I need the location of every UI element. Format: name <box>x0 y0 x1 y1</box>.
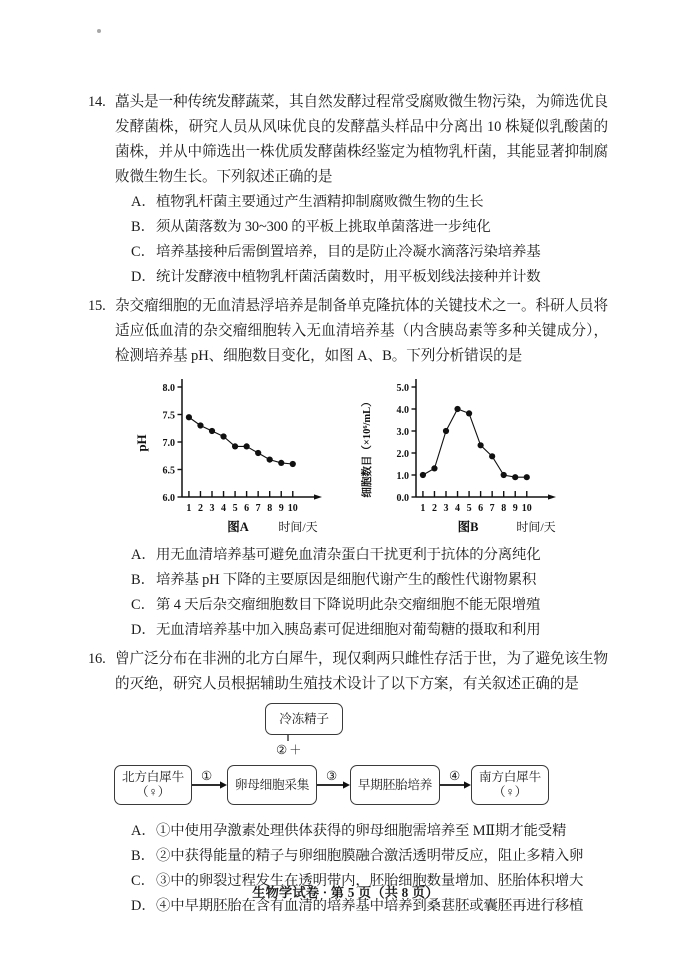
option-letter: A． <box>131 823 156 839</box>
question-number: 14. <box>88 94 106 110</box>
page-footer: 生物学试卷 · 第 5 页（共 8 页） <box>252 885 439 900</box>
figure-b-axes <box>360 379 556 534</box>
flow-step-label-1: ① <box>201 769 213 783</box>
data-point <box>197 422 203 428</box>
y-tick-label: 7.5 <box>162 410 175 422</box>
option-list <box>115 190 608 290</box>
y-tick-label: 3.0 <box>396 427 409 438</box>
data-point <box>278 460 284 466</box>
flow-box-label: 北方白犀牛 <box>122 770 184 784</box>
x-tick-label: 7 <box>489 503 495 514</box>
y-tick-label: 0.0 <box>396 493 409 504</box>
option-a[interactable] <box>115 543 608 568</box>
option-text: 培养基 pH 下降的主要原因是细胞代谢产生的酸性代谢物累积 <box>156 572 537 588</box>
data-point <box>186 414 192 420</box>
option-d[interactable] <box>115 265 608 290</box>
page-content <box>88 90 608 923</box>
flow-step-label-3: ③ <box>326 769 338 783</box>
option-letter: C． <box>131 873 155 889</box>
option-text: ④中早期胚胎在含有血清的培养基中培养到桑葚胚或囊胚再进行移植 <box>156 898 584 914</box>
figure-a-svg <box>130 377 330 535</box>
option-letter: D． <box>131 622 156 638</box>
figure-b-svg <box>356 377 571 535</box>
option-letter: C． <box>131 244 155 260</box>
option-letter: B． <box>131 219 155 235</box>
option-text: 培养基接种后需倒置培养，目的是防止冷凝水滴落污染培养基 <box>156 244 541 260</box>
x-tick-label: 1 <box>186 503 192 514</box>
data-point <box>220 433 226 439</box>
option-letter: D． <box>131 898 156 914</box>
data-point <box>489 453 495 459</box>
flow-box-sublabel: （♀） <box>492 785 528 799</box>
option-text: ②中获得能量的精子与卵细胞膜融合激活透明带反应，阻止多精入卵 <box>156 848 584 864</box>
flow-box-oocyte-collection[interactable] <box>227 765 317 805</box>
option-a[interactable] <box>115 819 608 844</box>
flow-diagram <box>88 703 608 811</box>
option-letter: A． <box>131 194 156 210</box>
x-tick-label: 6 <box>478 503 484 514</box>
flow-box-label: 早期胚胎培养 <box>357 777 433 792</box>
figure-a-axes <box>134 379 322 534</box>
figure-a <box>130 377 330 540</box>
flow-step-label-2 <box>276 743 302 757</box>
y-tick-label: 6.0 <box>162 493 175 504</box>
y-tick-label: 6.5 <box>162 465 175 477</box>
flow-box-frozen-sperm[interactable] <box>265 703 343 735</box>
x-tick-label: 5 <box>466 503 472 514</box>
x-tick-label: 2 <box>431 503 437 514</box>
option-d[interactable] <box>115 618 608 643</box>
flow-box-early-embryo-culture[interactable] <box>350 765 440 805</box>
option-c[interactable] <box>115 240 608 265</box>
question-number: 15. <box>88 298 106 314</box>
y-tick-label: 1.0 <box>396 471 409 482</box>
x-tick-label: 3 <box>209 503 215 514</box>
data-line <box>189 417 293 464</box>
x-tick-label: 4 <box>455 503 461 514</box>
option-text: 用无血清培养基可避免血清杂蛋白干扰更利于抗体的分离纯化 <box>156 547 541 563</box>
question-number: 16. <box>88 651 106 667</box>
x-axis-arrow <box>548 494 556 499</box>
x-tick-label: 10 <box>287 503 298 514</box>
y-axis-label: pH <box>134 434 149 452</box>
question-14 <box>88 90 608 290</box>
figure-b <box>356 377 571 540</box>
option-list <box>115 543 608 643</box>
data-point <box>512 474 518 480</box>
option-text: 须从菌落数为 30~300 的平板上挑取单菌落进一步纯化 <box>156 219 491 235</box>
flow-box-southern-rhino[interactable] <box>471 765 549 805</box>
option-b[interactable] <box>115 844 608 869</box>
data-point <box>466 410 472 416</box>
data-point <box>443 428 449 434</box>
option-a[interactable] <box>115 190 608 215</box>
flow-arrow-head <box>343 781 350 788</box>
flow-step-label-4: ④ <box>449 769 461 783</box>
question-16 <box>88 647 608 919</box>
figure-b-plot <box>420 406 530 480</box>
question-stem: 藠头是一种传统发酵蔬菜，其自然发酵过程常受腐败微生物污染，为筛选优良发酵菌株，研究人员从风味优良的发酵藠头样品中分离出 10 株疑似乳酸菌的菌株，并从中筛选出一株优质发酵菌株经鉴定为植物乳杆菌，其能显著抑制腐败微生物生长。下列叙述正确的是 <box>115 94 608 185</box>
figure-a-plot <box>186 414 296 467</box>
data-point <box>501 472 507 478</box>
option-text: ③中的卵裂过程发生在透明带内，胚胎细胞数量增加、胚胎体积增大 <box>156 873 584 889</box>
y-axis-label: 细胞数目（×10⁶/mL） <box>362 396 373 498</box>
x-tick-label: 1 <box>420 503 426 514</box>
x-tick-label: 10 <box>521 503 532 514</box>
x-tick-label: 8 <box>267 503 273 514</box>
question-15 <box>88 294 608 643</box>
data-point <box>244 443 250 449</box>
x-axis-label: 时间/天 <box>516 520 556 534</box>
x-axis-label: 时间/天 <box>278 520 318 534</box>
x-tick-label: 5 <box>232 503 238 514</box>
flow-box-sublabel: （♀） <box>135 785 171 799</box>
option-letter: B． <box>131 572 155 588</box>
data-point <box>524 474 530 480</box>
option-text: 无血清培养基中加入胰岛素可促进细胞对葡萄糖的摄取和利用 <box>156 622 541 638</box>
data-line <box>423 409 527 477</box>
figure-caption: 图B <box>457 520 479 534</box>
data-point <box>232 443 238 449</box>
option-list <box>115 819 608 919</box>
option-b[interactable] <box>115 568 608 593</box>
data-point <box>454 406 460 412</box>
x-tick-label: 9 <box>278 503 284 514</box>
flow-box-northern-rhino[interactable] <box>114 765 192 805</box>
option-text: 第 4 天后杂交瘤细胞数目下降说明此杂交瘤细胞不能无限增殖 <box>156 597 541 613</box>
data-point <box>478 442 484 448</box>
y-tick-label: 2.0 <box>396 449 409 460</box>
plus-sign: ＋ <box>289 743 302 757</box>
option-text: ①中使用孕激素处理供体获得的卵母细胞需培养至 MⅡ期才能受精 <box>156 823 567 839</box>
question-stem: 杂交瘤细胞的无血清悬浮培养是制备单克隆抗体的关键技术之一。科研人员将适应低血清的杂交瘤细胞转入无血清培养基（内含胰岛素等多种关键成分），检测培养基 pH、细胞数目变化，如图 A、B。下列分析错误的是 <box>115 298 608 364</box>
y-tick-label: 7.0 <box>162 438 175 449</box>
option-letter: B． <box>131 848 155 864</box>
flow-arrow-head <box>220 781 227 788</box>
x-tick-label: 4 <box>221 503 227 514</box>
x-tick-label: 9 <box>512 503 518 514</box>
x-tick-label: 3 <box>443 503 449 514</box>
flow-box-label: 卵母细胞采集 <box>234 777 310 792</box>
question-stem: 曾广泛分布在非洲的北方白犀牛，现仅剩两只雌性存活于世，为了避免该生物的灭绝，研究人员根据辅助生殖技术设计了以下方案，有关叙述正确的是 <box>115 651 608 692</box>
data-point <box>290 461 296 467</box>
flow-box-label: 南方白犀牛 <box>479 770 541 784</box>
option-text: 统计发酵液中植物乳杆菌活菌数时，用平板划线法接种并计数 <box>156 269 541 285</box>
flow-box-label: 冷冻精子 <box>279 711 329 726</box>
figure-group <box>88 377 608 537</box>
x-axis-arrow <box>314 494 322 499</box>
data-point <box>420 472 426 478</box>
x-tick-label: 8 <box>501 503 507 514</box>
x-tick-label: 6 <box>244 503 250 514</box>
scan-artifact-dot <box>97 29 101 33</box>
y-tick-label: 5.0 <box>396 383 409 394</box>
data-point <box>209 428 215 434</box>
figure-caption: 图A <box>227 520 249 534</box>
x-tick-label: 2 <box>197 503 203 514</box>
option-b[interactable] <box>115 215 608 240</box>
y-tick-label: 8.0 <box>162 383 175 394</box>
step-number: ② <box>276 743 288 757</box>
data-point <box>267 457 273 463</box>
flow-arrow-head <box>464 781 471 788</box>
x-tick-label: 7 <box>255 503 261 514</box>
option-letter: A． <box>131 547 156 563</box>
option-c[interactable] <box>115 593 608 618</box>
data-point <box>431 465 437 471</box>
option-text: 植物乳杆菌主要通过产生酒精抑制腐败微生物的生长 <box>156 194 484 210</box>
option-letter: C． <box>131 597 155 613</box>
data-point <box>255 450 261 456</box>
option-letter: D． <box>131 269 156 285</box>
y-tick-label: 4.0 <box>396 405 409 416</box>
